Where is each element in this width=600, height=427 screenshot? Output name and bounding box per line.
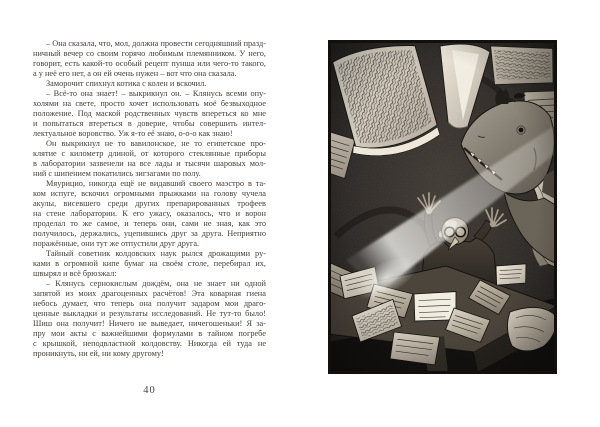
word: мои — [50, 329, 65, 338]
word: то — [70, 219, 78, 228]
word: то — [117, 139, 126, 148]
word: акты — [70, 329, 87, 338]
word: ни — [230, 279, 240, 288]
text-line: лектуальное воровство. Уж я-то её знаю, о-о-о как знаю! — [33, 129, 233, 138]
word: особый — [115, 59, 142, 68]
word: за — [190, 229, 198, 238]
text-line: а у неё его нет, а он ей очень нужен – вот что она сказала. — [33, 69, 237, 78]
word: огромной — [63, 259, 98, 268]
word: колдовству. — [141, 339, 182, 348]
word: в — [247, 179, 252, 188]
word: стеклянные — [188, 149, 231, 158]
word: провести — [160, 39, 193, 48]
word: в — [33, 159, 37, 168]
word: та- — [255, 179, 266, 188]
word: то — [194, 139, 202, 148]
word: километр — [69, 149, 104, 158]
word: – — [185, 89, 190, 98]
word: не — [193, 279, 202, 288]
word: холями — [33, 99, 59, 108]
text-line: Заморочит спихнул котика с колен и вскочил. — [46, 79, 207, 88]
word: приборы — [234, 149, 266, 158]
text-line — [33, 299, 266, 309]
word: которого — [153, 149, 185, 158]
word: драгоценных — [101, 289, 148, 298]
word: него, — [248, 49, 266, 58]
word: с — [33, 339, 37, 348]
text-line: ний с шипением покатились зигзагами по полу. — [33, 169, 201, 178]
word: Не — [206, 309, 216, 318]
word: со — [86, 49, 94, 58]
word: есть — [64, 59, 80, 68]
word: сказала, — [68, 39, 97, 48]
word: было! — [245, 309, 266, 318]
word: коварная — [209, 289, 242, 298]
text-line — [33, 259, 266, 269]
word: с — [61, 149, 66, 158]
word: результаты — [109, 309, 148, 318]
word: гиена — [246, 289, 266, 298]
word: вечер — [63, 49, 84, 58]
word: никогда — [88, 179, 117, 188]
word: совершить — [199, 119, 238, 128]
word: выкладки — [63, 309, 98, 318]
word: выведает, — [150, 319, 185, 328]
word: держались, — [80, 229, 120, 238]
word: египетское — [206, 139, 246, 148]
word: зная, — [216, 219, 234, 228]
word: в — [127, 119, 132, 128]
word: свете, — [75, 99, 96, 108]
word: интел- — [242, 119, 266, 128]
word: небось — [33, 299, 58, 308]
word: лаборатории — [40, 159, 86, 168]
text-line — [33, 109, 266, 119]
word: что, — [98, 39, 113, 48]
word: он. — [171, 89, 182, 98]
word: мои — [224, 299, 239, 308]
text-line — [33, 89, 266, 99]
word: сегодняшний — [194, 39, 242, 48]
word: не — [138, 319, 147, 328]
word: Эта — [191, 289, 205, 298]
word: празд- — [243, 39, 266, 48]
word: и — [100, 309, 106, 318]
word: маской — [95, 109, 121, 118]
word: Никогда — [187, 339, 217, 348]
word: что — [93, 299, 106, 308]
word: самое, — [96, 219, 120, 228]
word: и — [235, 209, 241, 218]
text-line — [33, 339, 266, 349]
text-line — [33, 99, 266, 109]
word: вавилонское, — [130, 139, 177, 148]
word: – — [46, 39, 51, 48]
word: Ничего — [108, 319, 135, 328]
word: Неприятно — [227, 229, 266, 238]
word: зазвенели — [89, 159, 124, 168]
word: рылся — [181, 249, 203, 258]
word: положение. — [33, 109, 74, 118]
word: чувств — [174, 109, 198, 118]
word: знает — [207, 279, 226, 288]
word: дрожащими — [207, 249, 251, 258]
word: получит! — [72, 319, 105, 328]
word: дождём, — [142, 279, 172, 288]
word: ничный — [33, 49, 61, 58]
text-line: проникнуть, ни ей, ни кому другому! — [33, 349, 164, 358]
word: ценные — [33, 309, 60, 318]
word: получит — [156, 299, 186, 308]
word: из — [65, 289, 74, 298]
word: и — [176, 159, 181, 168]
word: просто — [100, 99, 125, 108]
page-number: 40 — [143, 385, 156, 396]
word: важнейшими — [101, 329, 148, 338]
word: знает! — [96, 89, 118, 98]
word: запятой — [33, 289, 61, 298]
word: доверие, — [137, 119, 168, 128]
word: она — [139, 299, 152, 308]
word: своим — [97, 49, 119, 58]
word: опу- — [250, 89, 266, 98]
text-line — [33, 159, 266, 169]
word: его — [132, 209, 144, 218]
text-line — [33, 289, 266, 299]
word: сернокислым — [89, 279, 138, 288]
word: ру- — [255, 249, 266, 258]
word: ей — [222, 339, 231, 348]
word: колдовских — [115, 249, 156, 258]
word: в — [55, 259, 60, 268]
word: оказалось, — [176, 209, 214, 218]
text-line — [33, 39, 266, 49]
word: наук — [160, 249, 177, 258]
word: их, — [255, 259, 266, 268]
word: она — [176, 279, 189, 288]
text-line — [33, 139, 266, 149]
word: мне — [252, 109, 266, 118]
word: все — [139, 159, 151, 168]
word: друга. — [201, 229, 224, 238]
word: она — [80, 89, 93, 98]
word: голову — [213, 189, 238, 198]
text-line: поражённые, они тут же отпустили друг друга. — [33, 239, 200, 248]
word: не — [257, 339, 266, 348]
word: шаровых — [213, 159, 246, 168]
word: про- — [250, 139, 266, 148]
word: висевшего — [63, 199, 101, 208]
word: от — [140, 149, 149, 158]
word: длиной, — [108, 149, 137, 158]
word: туда — [236, 339, 252, 348]
text-line — [33, 249, 266, 259]
word: не — [181, 139, 190, 148]
word: расчётов! — [152, 289, 187, 298]
word: горячо — [121, 49, 146, 58]
word: погребе — [238, 329, 266, 338]
word: любимым — [148, 49, 184, 58]
word: лады — [154, 159, 173, 168]
word: мол- — [249, 159, 266, 168]
word: она — [56, 319, 69, 328]
illustration — [328, 40, 557, 374]
word: Шиш — [33, 319, 53, 328]
word: прыжками — [159, 189, 197, 198]
word: получилось, — [33, 229, 77, 238]
word: они, — [161, 219, 177, 228]
text-block — [33, 39, 266, 359]
word: хочет — [128, 99, 149, 108]
text-line — [33, 209, 266, 219]
text-line — [33, 279, 266, 289]
word: огромными — [113, 189, 155, 198]
word: друг — [171, 229, 187, 238]
word: проделал — [33, 219, 66, 228]
word: Клянусь — [192, 89, 223, 98]
word: это — [254, 219, 266, 228]
word: впереться — [201, 109, 237, 118]
word: на — [33, 209, 42, 218]
text-line — [33, 309, 266, 319]
word: видавший — [149, 179, 186, 188]
word: советник — [78, 249, 111, 258]
word: не — [137, 179, 147, 188]
word: племянником. — [186, 49, 237, 58]
word: теперь — [133, 219, 157, 228]
word: формулами — [152, 329, 193, 338]
word: тысячи — [184, 159, 210, 168]
word: моё — [203, 99, 217, 108]
word: – — [46, 89, 51, 98]
word: среди — [107, 199, 128, 208]
word: лаборатории. — [70, 209, 118, 218]
word: одной — [244, 279, 266, 288]
word: испуге, — [50, 189, 77, 198]
word: ничегошеньки! — [188, 319, 243, 328]
word: Под — [77, 109, 92, 118]
word: ужасу, — [149, 209, 172, 218]
text-line — [33, 179, 266, 189]
word: чучела — [241, 189, 266, 198]
word: клятие — [33, 149, 57, 158]
word: какой-то — [82, 59, 113, 68]
word: чтобы — [172, 119, 195, 128]
text-line — [33, 49, 266, 59]
word: бумаг — [124, 259, 145, 268]
word: не — [203, 219, 212, 228]
word: ворон — [245, 209, 266, 218]
text-line — [33, 119, 266, 129]
word: ко — [240, 109, 249, 118]
word: моих — [78, 289, 97, 298]
word: Мяурицио, — [46, 179, 86, 188]
word: что — [218, 209, 231, 218]
word: К — [122, 209, 128, 218]
word: теперь — [110, 299, 135, 308]
text-line — [33, 189, 266, 199]
word: своего — [189, 179, 213, 188]
word: столе, — [187, 259, 209, 268]
word: за- — [256, 319, 266, 328]
word: Он — [46, 139, 57, 148]
word: родственных — [124, 109, 171, 118]
word: думает, — [62, 299, 89, 308]
word: перебирал — [213, 259, 251, 268]
word: исследований. — [151, 309, 203, 318]
text-line — [33, 229, 266, 239]
word: должна — [132, 39, 159, 48]
text-line — [33, 149, 266, 159]
word: выкрикнул — [61, 139, 100, 148]
word: сами — [181, 219, 199, 228]
word: – — [121, 89, 126, 98]
book-page-right — [328, 40, 557, 374]
word: говорит, — [33, 59, 63, 68]
word: втереться — [88, 119, 123, 128]
word: Клянусь — [55, 279, 85, 288]
word: с — [92, 329, 96, 338]
word: крышкой, — [42, 339, 78, 348]
word: безвыходное — [220, 99, 266, 108]
word: ками — [33, 259, 51, 268]
word: вскочил — [81, 189, 109, 198]
word: уцепившись — [123, 229, 168, 238]
word: попытаться — [42, 119, 84, 128]
word: и — [124, 219, 129, 228]
word: У — [239, 49, 246, 58]
text-line: швырял и всё брюзжал: — [33, 269, 117, 278]
word: чего-то — [212, 59, 239, 68]
word: мол, — [114, 39, 131, 48]
word: неподвластной — [82, 339, 136, 348]
word: выкрикнул — [128, 89, 168, 98]
word: тут-то — [219, 309, 242, 318]
word: рецепт — [144, 59, 169, 68]
word: драго- — [243, 299, 266, 308]
word: как — [238, 219, 250, 228]
word: ещё — [120, 179, 135, 188]
word: такого, — [241, 59, 266, 68]
word: трофеев — [237, 199, 266, 208]
text-line — [33, 319, 266, 329]
word: Я — [246, 319, 253, 328]
word: Всё-то — [53, 89, 77, 98]
word: на — [62, 99, 71, 108]
word: не — [104, 139, 113, 148]
word: ком — [33, 189, 46, 198]
word: и — [33, 119, 38, 128]
word: или — [197, 59, 211, 68]
word: своём — [162, 259, 183, 268]
text-line — [33, 199, 266, 209]
word: акулы, — [33, 199, 57, 208]
word: кипе — [102, 259, 120, 268]
word: Тайный — [46, 249, 74, 258]
word: задаром — [191, 299, 220, 308]
word: в — [198, 329, 203, 338]
word: использовать — [152, 99, 200, 108]
word: на — [149, 259, 158, 268]
text-line — [33, 219, 266, 229]
word: Она — [52, 39, 67, 48]
word: пру — [33, 329, 46, 338]
word: стене — [46, 209, 66, 218]
word: всеми — [225, 89, 247, 98]
word: других — [135, 199, 160, 208]
word: маэстро — [215, 179, 245, 188]
text-line — [33, 329, 266, 339]
word: на — [201, 189, 210, 198]
word: препарированных — [166, 199, 231, 208]
word: же — [82, 219, 92, 228]
word: пунша — [171, 59, 195, 68]
text-line — [33, 59, 266, 69]
word: тайном — [207, 329, 234, 338]
word: – — [46, 279, 51, 288]
word: на — [127, 159, 136, 168]
